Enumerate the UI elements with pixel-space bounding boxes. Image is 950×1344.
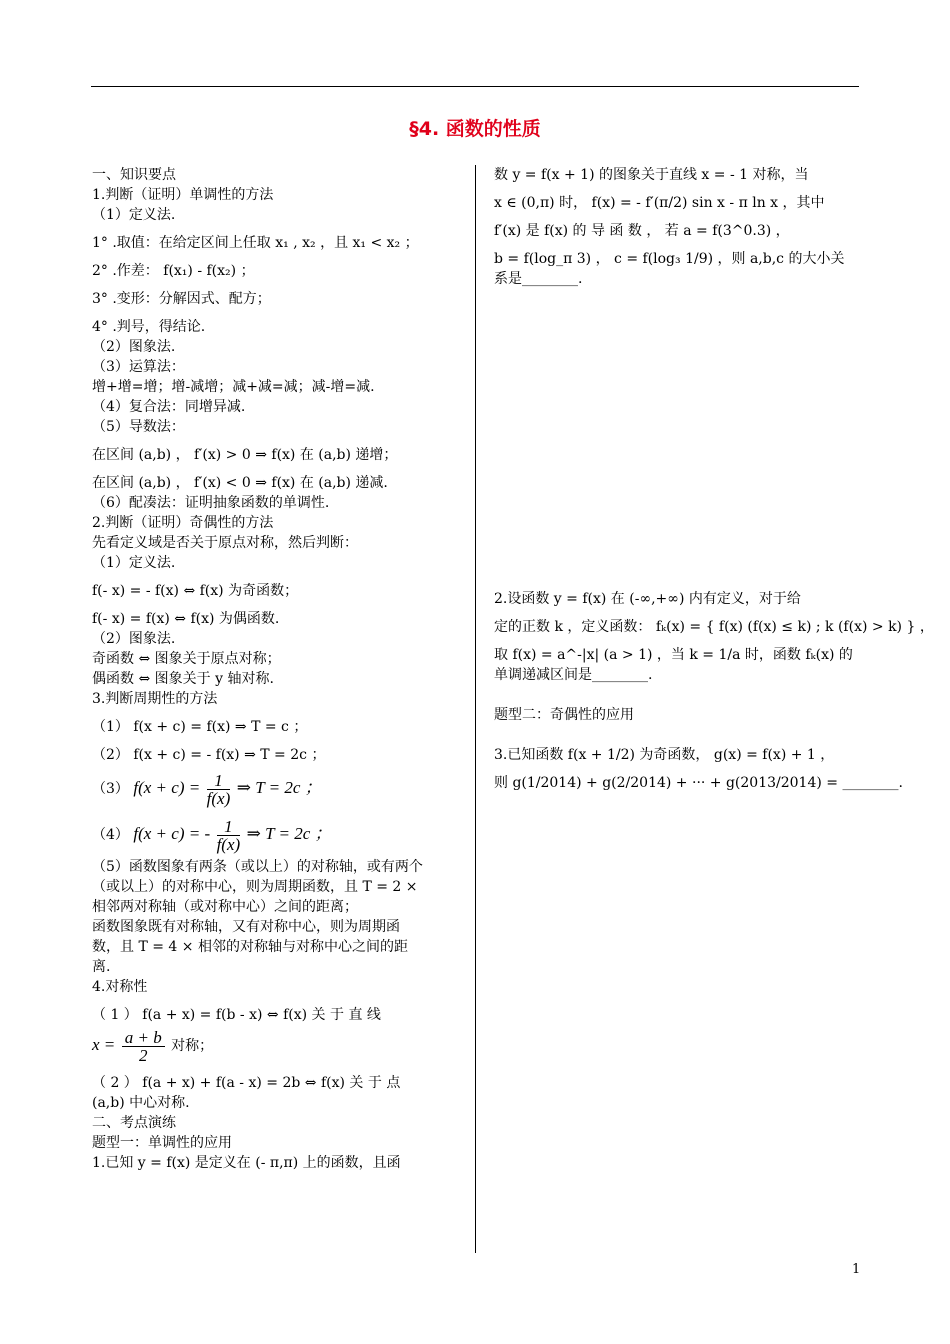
text-line: （1）定义法. — [92, 207, 176, 223]
question-3 — [494, 745, 903, 793]
text-line: 4.对称性 — [92, 979, 148, 995]
period-case-3: （3） f(x + c) = $\frac{1}{f(x)}$ ⇒ T = 2c ； — [92, 770, 322, 808]
text-line: 2° .作差： f(x₁) - f(x₂) ； — [92, 263, 255, 279]
text-line: 3.判断周期性的方法 — [92, 691, 218, 707]
text-line: 2.设函数 y = f(x) 在 (-∞,+∞) 内有定义，对于给 — [494, 591, 801, 607]
text-line: 3.已知函数 f(x + 1/2) 为奇函数， g(x) = f(x) + 1 ， — [494, 747, 835, 763]
section-heading-parity: 题型二：奇偶性的应用 — [494, 707, 634, 723]
page-title: §4. 函数的性质 — [409, 118, 541, 140]
text-line: （1） f(x + c) = f(x) ⇒ T = c ； — [92, 719, 308, 735]
text-line: （2）图象法. — [92, 339, 176, 355]
text-line: （3）运算法： — [92, 359, 185, 375]
text-line: 数，且 T = 4 × 相邻的对称轴与对称中心之间的距 — [92, 939, 408, 955]
text-line: 取 f(x) = a^-|x| (a > 1) ，当 k = 1/a 时，函数 fₖ(x) 的 — [494, 647, 853, 663]
text-line: 奇函数 ⇔ 图象关于原点对称； — [92, 651, 281, 667]
text-line: 4° .判号，得结论. — [92, 319, 206, 335]
fraction: $\frac{a + b}{2}$ — [122, 1029, 165, 1064]
text-line: 一、知识要点 — [92, 167, 176, 183]
text-line: （5）导数法： — [92, 419, 185, 435]
column-divider — [475, 165, 476, 1253]
text-line: （5）函数图象有两条（或以上）的对称轴，或有两个 — [92, 859, 423, 875]
answer-space — [494, 289, 860, 589]
question-2 — [494, 589, 934, 685]
text-line: （或以上）的对称中心，则为周期函数，且 T = 2 × — [92, 879, 418, 895]
fraction: $\frac{1}{f(x)}$ — [216, 816, 241, 854]
text-line: 相邻两对称轴（或对称中心）之间的距离； — [92, 899, 358, 915]
period-case-4: （4） f(x + c) = - $\frac{1}{f(x)}$ ⇒ T = 2c ； — [92, 816, 332, 854]
text-line: 1° .取值：在给定区间上任取 x₁ , x₂ ，且 x₁ < x₂ ； — [92, 235, 419, 251]
text-line: 数 y = f(x + 1) 的图象关于直线 x = - 1 对称，当 — [494, 167, 809, 183]
text-line: 函数图象既有对称轴，又有对称中心，则为周期函 — [92, 919, 400, 935]
text-line: 1.判断（证明）单调性的方法 — [92, 187, 274, 203]
text-line: 系是________. — [494, 271, 583, 287]
text-line: x ∈ (0,π) 时， f(x) = - f′(π/2) sin x - π ln x ，其中 — [494, 195, 825, 211]
page-number: 1 — [852, 1262, 861, 1277]
text-line: 3° .变形：分解因式、配方； — [92, 291, 271, 307]
text-line: 离. — [92, 959, 111, 975]
text-line: f′(x) 是 f(x) 的 导 函 数 ， 若 a = f(3^0.3) ， — [494, 223, 790, 239]
text-line: b = f(log_π 3) ， c = f(log₃ 1/9) ，则 a,b,c 的大小关 — [494, 251, 845, 267]
text-line: 增+增=增；增-减增；减+减=减；减-增=减. — [92, 379, 375, 395]
text-line: 单调递减区间是________. — [494, 667, 653, 683]
text-line: 题型一：单调性的应用 — [92, 1135, 232, 1151]
text-line: 先看定义域是否关于原点对称，然后判断： — [92, 535, 358, 551]
text-line: 定的正数 k ，定义函数： fₖ(x) = { f(x) (f(x) ≤ k) ; k (f(x) > k) } ， — [494, 619, 934, 635]
question-1-continued — [494, 165, 860, 289]
text-line: f(- x) = f(x) ⇔ f(x) 为偶函数. — [92, 611, 280, 627]
text-line: f(- x) = - f(x) ⇔ f(x) 为奇函数； — [92, 583, 299, 599]
text-line: （1）定义法. — [92, 555, 176, 571]
text-line: （4）复合法：同增异减. — [92, 399, 246, 415]
text-line: （2） f(x + c) = - f(x) ⇒ T = 2c ； — [92, 747, 326, 763]
header-rule — [91, 86, 859, 87]
text-line: 则 g(1/2014) + g(2/2014) + ··· + g(2013/2014) = ________. — [494, 775, 903, 791]
text-line: 二、考点演练 — [92, 1115, 176, 1131]
text-line: (a,b) 中心对称. — [92, 1095, 190, 1111]
text-line: （6）配凑法：证明抽象函数的单调性. — [92, 495, 330, 511]
fraction: $\frac{1}{f(x)}$ — [206, 770, 231, 808]
text-line: 在区间 (a,b) ， f′(x) < 0 ⇒ f(x) 在 (a,b) 递减. — [92, 475, 388, 491]
text-line: （ 2 ） f(a + x) + f(a - x) = 2b ⇔ f(x) 关 于 点 — [92, 1075, 401, 1091]
symmetry-axis-formula: x = $\frac{a + b}{2}$ 对称； — [92, 1027, 214, 1065]
left-column — [92, 165, 460, 1173]
text-line: （ 1 ） f(a + x) = f(b - x) ⇔ f(x) 关 于 直 线 — [92, 1007, 381, 1023]
text-line: 偶函数 ⇔ 图象关于 y 轴对称. — [92, 671, 274, 687]
right-column — [494, 165, 934, 793]
text-line: 1.已知 y = f(x) 是定义在 (- π,π) 上的函数，且函 — [92, 1155, 401, 1171]
text-line: （2）图象法. — [92, 631, 176, 647]
text-line: 在区间 (a,b) ， f′(x) > 0 ⇒ f(x) 在 (a,b) 递增； — [92, 447, 398, 463]
text-line: 2.判断（证明）奇偶性的方法 — [92, 515, 274, 531]
